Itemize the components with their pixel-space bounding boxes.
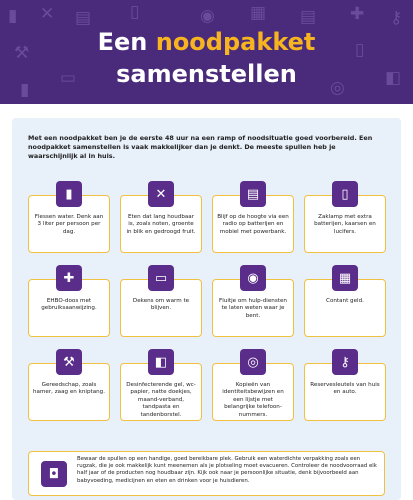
cash-icon: ▦ — [332, 265, 358, 291]
item-card — [304, 265, 386, 337]
whistle-icon: ◉ — [240, 265, 266, 291]
item-text: Reservesleutels van huis en auto. — [304, 363, 386, 421]
storage-tip-card — [28, 451, 385, 496]
decor-keys-icon: ⚷ — [390, 8, 403, 28]
storage-tip-text: Bewaar de spullen op een handige, goed bereikbare plek. Gebruik een waterdichte verpakking zoals een rugzak, die je ook makkelijk kunt meenemen als je plotseling moet evacueren. Controleer de noodvoorraad elk half jaar of de producten nog houdbaar zijn. Kijk ook naar je persoonlijke situatie, denk bijvoorbeeld aan babyvoeding, medicijnen en eten en drinken voor je huisdieren. — [77, 456, 377, 484]
blanket-icon: ▭ — [148, 265, 174, 291]
item-card — [212, 265, 294, 337]
hygiene-icon: ◧ — [148, 349, 174, 375]
item-card — [28, 349, 110, 421]
toolbox-icon: ⚒ — [56, 349, 82, 375]
item-card — [304, 181, 386, 253]
item-card — [120, 349, 202, 421]
item-card — [120, 265, 202, 337]
page-title-line1 — [0, 28, 413, 56]
decor-cash-icon: ▦ — [250, 3, 267, 23]
decor-blanket-icon: ▭ — [60, 68, 77, 88]
content-panel — [12, 118, 401, 500]
decor-bottle-icon: ▮ — [8, 6, 18, 26]
item-card — [28, 265, 110, 337]
item-text: Kopieën van identiteitsbewijzen en een lijstje met belangrijke telefoon-nummers. — [212, 363, 294, 421]
items-grid — [28, 181, 385, 421]
item-text: Desinfecterende gel, wc-papier, natte doekjes, maand-verband, tandpasta en tandenborstel. — [120, 363, 202, 421]
item-card — [28, 181, 110, 253]
decor-candle-icon: ▯ — [355, 40, 365, 60]
decor-candle-icon: ▯ — [130, 2, 140, 22]
header-banner — [0, 0, 413, 104]
keys-icon: ⚷ — [332, 349, 358, 375]
cutlery-icon: ✕ — [148, 181, 174, 207]
item-text: EHBO-doos met gebruiksaanwijzing. — [28, 279, 110, 337]
decor-first-aid-icon: ✚ — [350, 4, 365, 24]
item-text: Flessen water. Denk aan 3 liter per persoon per dag. — [28, 195, 110, 253]
intro-text: Met een noodpakket ben je de eerste 48 uur na een ramp of noodsituatie goed voorbereid. Een noodpakket samenstellen is vaak makkelijker dan je denkt. De meeste spullen heb je waarschijnlijk al in huis. — [28, 134, 373, 160]
decor-radio-icon: ▤ — [75, 8, 92, 28]
decor-bottle-icon: ▮ — [20, 80, 30, 100]
item-text: Contant geld. — [304, 279, 386, 337]
backpack-icon: ◘ — [41, 461, 67, 487]
item-text: Zaklamp met extra batterijen, kaarsen en lucifers. — [304, 195, 386, 253]
candle-icon: ▯ — [332, 181, 358, 207]
title-accent: noodpakket — [155, 28, 316, 56]
item-text: Blijf op de hoogte via een radio op batterijen en mobiel met powerbank. — [212, 195, 294, 253]
page-title-line2: samenstellen — [116, 60, 297, 88]
item-text: Eten dat lang houdbaar is, zoals noten, groente in blik en gedroogd fruit. — [120, 195, 202, 253]
item-card — [304, 349, 386, 421]
decor-whistle-icon: ◉ — [200, 6, 215, 26]
decor-hygiene-icon: ◧ — [385, 68, 402, 88]
passport-icon: ◎ — [240, 349, 266, 375]
decor-tool-icon: ⚒ — [14, 43, 30, 63]
item-text: Gereedschap, zoals hamer, zaag en kniptang. — [28, 363, 110, 421]
water-bottle-icon: ▮ — [56, 181, 82, 207]
item-text: Dekens om warm te blijven. — [120, 279, 202, 337]
item-card — [120, 181, 202, 253]
decor-cutlery-icon: ✕ — [40, 4, 55, 24]
radio-icon: ▤ — [240, 181, 266, 207]
decor-passport-icon: ◎ — [330, 78, 345, 98]
item-card — [212, 181, 294, 253]
first-aid-icon: ✚ — [56, 265, 82, 291]
item-text: Fluitje om hulp-diensten te laten weten waar je bent. — [212, 279, 294, 337]
item-card — [212, 349, 294, 421]
title-prefix: Een — [97, 28, 148, 56]
decor-radio-icon: ▤ — [300, 7, 317, 27]
